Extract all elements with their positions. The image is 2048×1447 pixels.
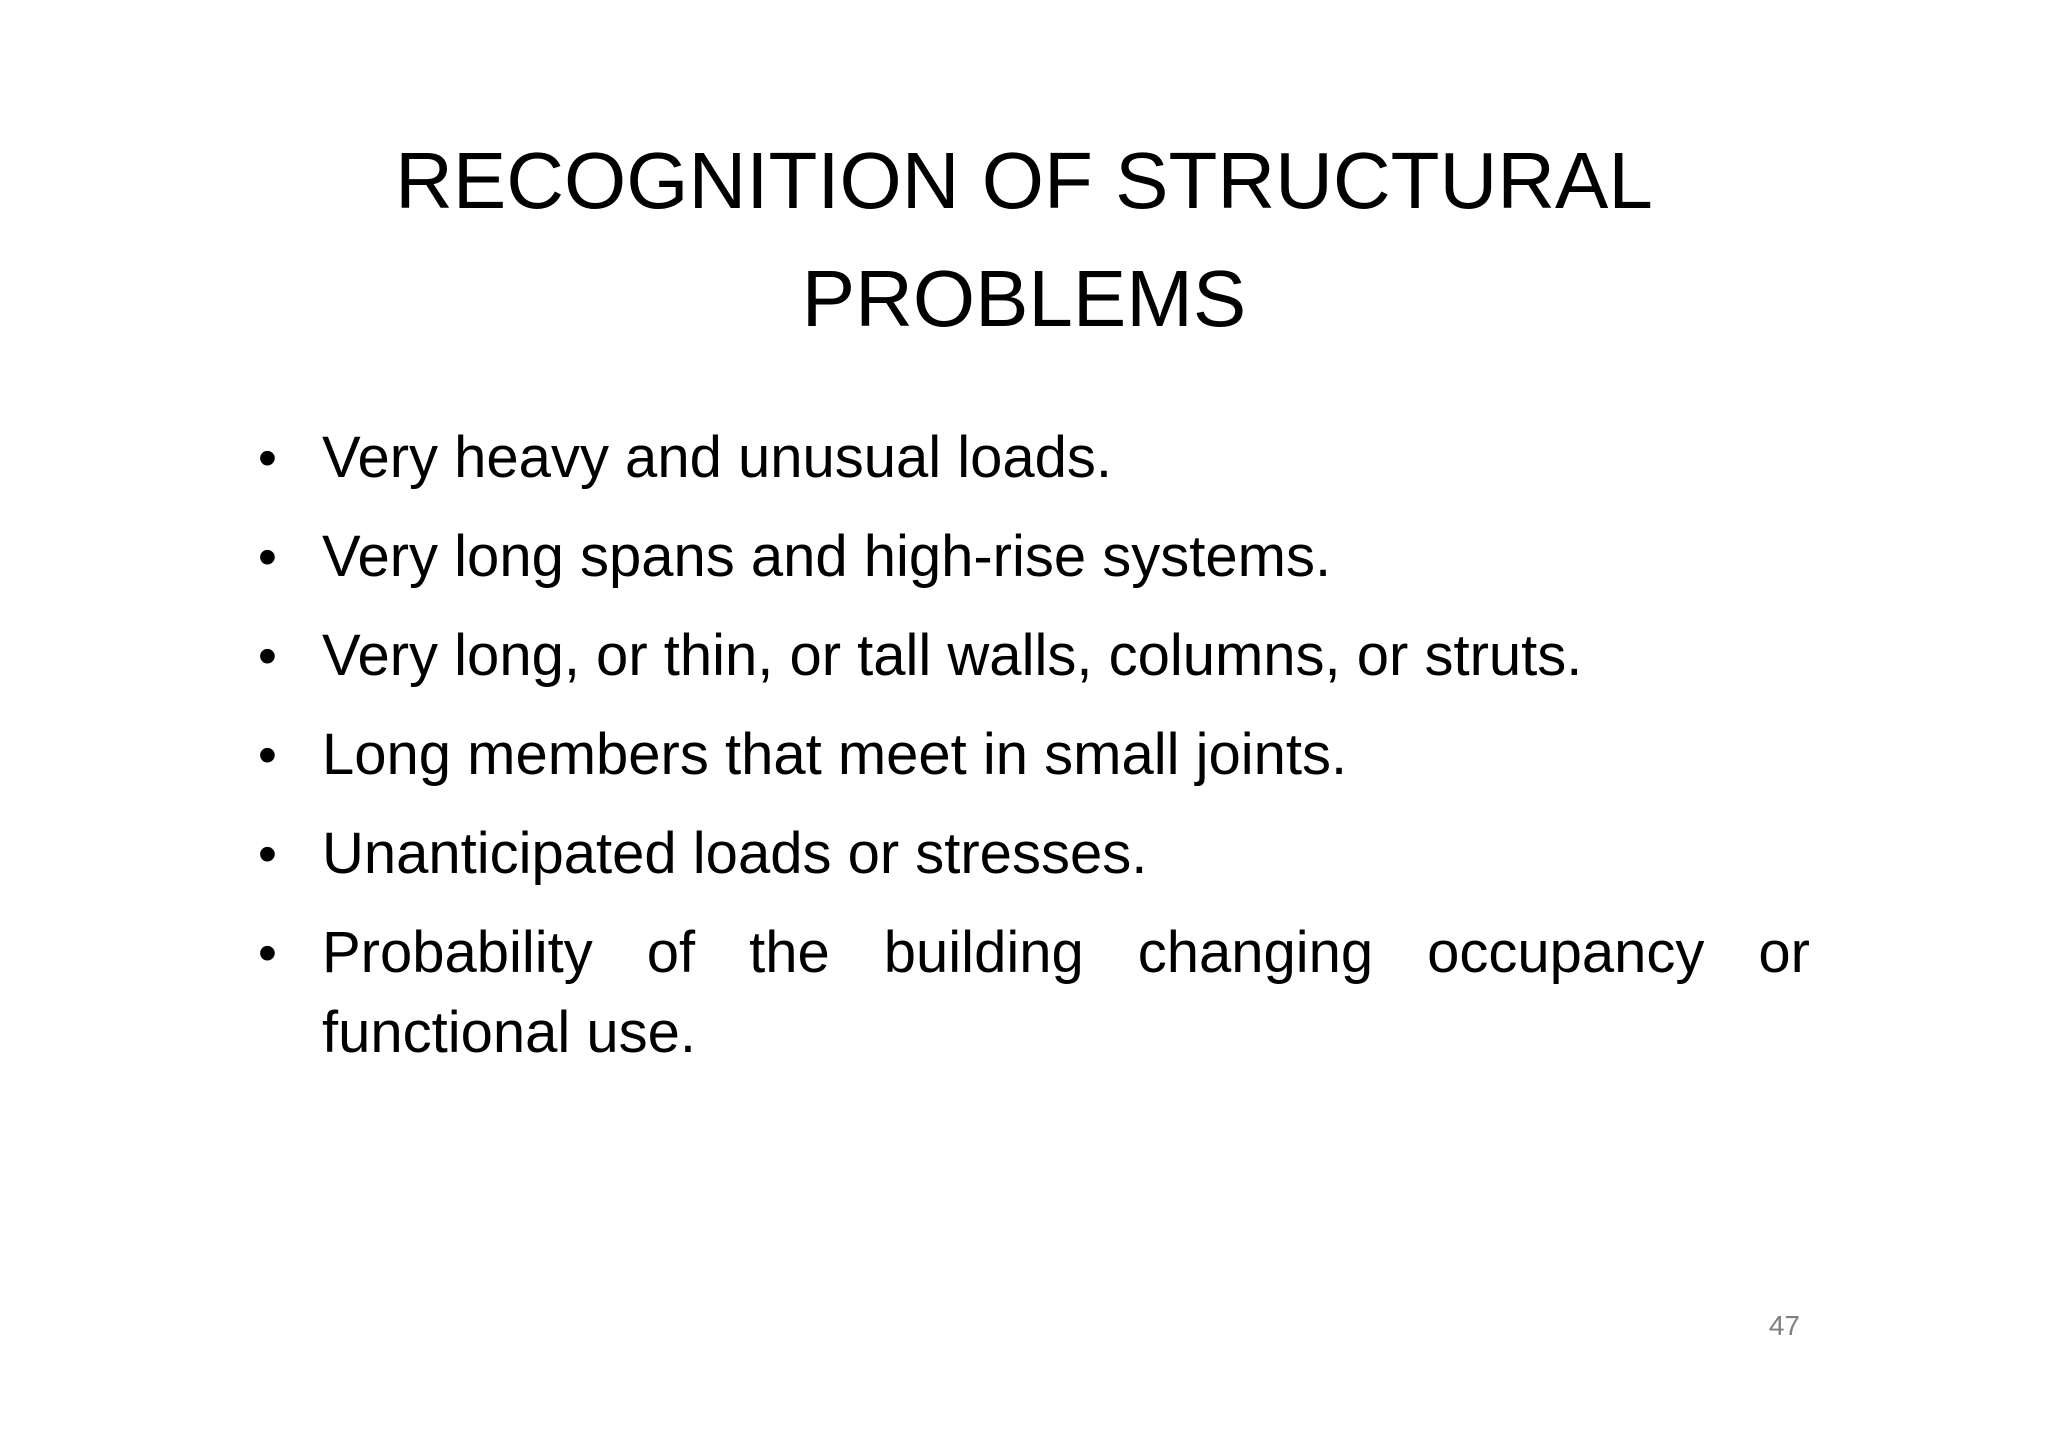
list-item [250, 913, 1810, 1073]
list-item [250, 814, 1810, 894]
bullet-icon: • [258, 626, 277, 686]
bullet-icon: • [258, 527, 277, 587]
slide-title-line-2: PROBLEMS [801, 254, 1247, 343]
bullet-icon: • [258, 824, 277, 884]
list-item [250, 715, 1810, 795]
bullet-list [250, 418, 1810, 1092]
bullet-icon: • [258, 725, 277, 785]
list-item [250, 616, 1810, 696]
bullet-icon: • [258, 923, 277, 983]
bullet-text: Very heavy and unusual loads. [322, 425, 1112, 490]
slide-title [0, 122, 2048, 358]
slide-title-line-1: RECOGNITION OF STRUCTURAL [395, 136, 1653, 225]
page-number: 47 [1768, 1310, 1800, 1341]
list-item [250, 517, 1810, 597]
bullet-icon: • [258, 428, 277, 488]
bullet-text: Very long spans and high-rise systems. [322, 524, 1332, 589]
list-item [250, 418, 1810, 498]
bullet-text: Long members that meet in small joints. [322, 722, 1348, 787]
bullet-text: Very long, or thin, or tall walls, columns, or struts. [322, 623, 1583, 688]
bullet-text: Probability of the building changing occupancy or functional use. [322, 920, 1810, 1065]
bullet-text: Unanticipated loads or stresses. [322, 821, 1148, 886]
